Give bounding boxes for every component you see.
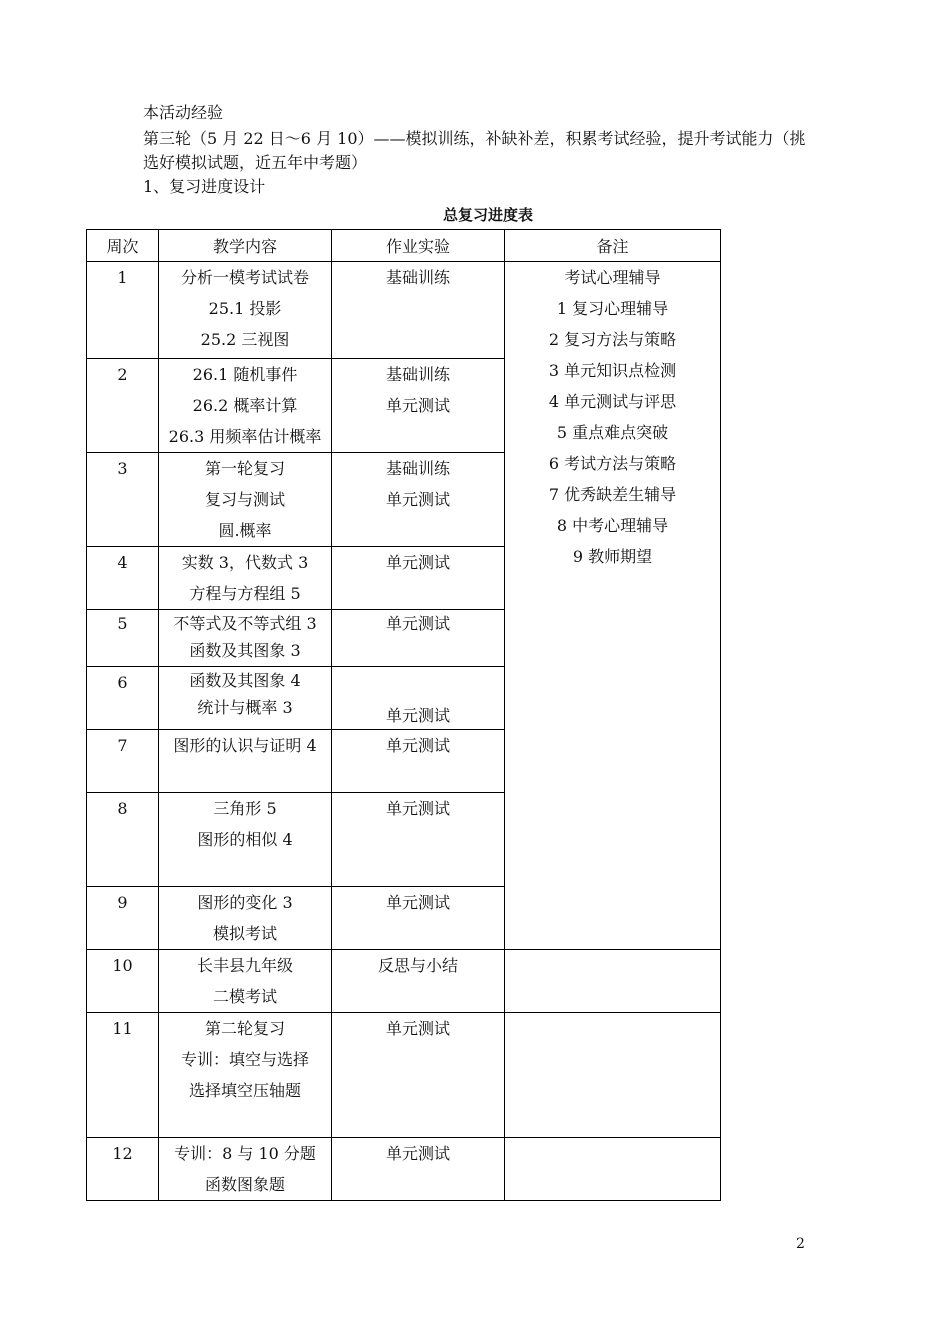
table-row bbox=[87, 1138, 721, 1201]
homework-line: 反思与小结 bbox=[377, 956, 458, 975]
content-line: 复习与测试 bbox=[204, 490, 285, 509]
homework-cell bbox=[332, 730, 505, 793]
note-line: 2 复习方法与策略 bbox=[548, 330, 677, 349]
content-cell bbox=[159, 453, 332, 547]
content-cell bbox=[159, 262, 332, 359]
homework-line: 单元测试 bbox=[385, 490, 450, 509]
header-notes: 备注 bbox=[505, 230, 721, 262]
content-line: 图形的相似 4 bbox=[197, 830, 293, 849]
content-line: 分析一模考试试卷 bbox=[180, 268, 309, 287]
content-line: 二模考试 bbox=[212, 987, 277, 1006]
homework-line: 基础训练 bbox=[385, 459, 450, 478]
week-number: 7 bbox=[117, 736, 128, 755]
week-cell bbox=[87, 1013, 159, 1138]
header-homework: 作业实验 bbox=[332, 230, 505, 262]
content-line: 选择填空压轴题 bbox=[188, 1081, 301, 1100]
notes-cell-empty bbox=[505, 950, 721, 1013]
header-week: 周次 bbox=[87, 230, 159, 262]
content-line: 第一轮复习 bbox=[204, 459, 285, 478]
content-line: 圆.概率 bbox=[218, 521, 272, 540]
content-cell bbox=[159, 1013, 332, 1138]
content-line: 三角形 5 bbox=[213, 799, 277, 818]
content-line: 长丰县九年级 bbox=[196, 956, 293, 975]
homework-cell bbox=[332, 667, 505, 730]
note-line: 3 单元知识点检测 bbox=[548, 361, 677, 380]
content-line: 26.2 概率计算 bbox=[192, 396, 298, 415]
content-line: 图形的认识与证明 4 bbox=[173, 736, 317, 755]
week-cell bbox=[87, 1138, 159, 1201]
week-number: 9 bbox=[117, 893, 128, 912]
notes-cell bbox=[505, 262, 721, 950]
content-line: 25.1 投影 bbox=[208, 299, 282, 318]
content-cell bbox=[159, 1138, 332, 1201]
content-cell bbox=[159, 667, 332, 730]
homework-line: 单元测试 bbox=[385, 799, 450, 818]
week-cell bbox=[87, 950, 159, 1013]
content-cell bbox=[159, 950, 332, 1013]
header-content: 教学内容 bbox=[159, 230, 332, 262]
homework-line: 单元测试 bbox=[385, 736, 450, 755]
table-row bbox=[87, 1013, 721, 1138]
note-line: 考试心理辅导 bbox=[564, 268, 661, 287]
content-line: 模拟考试 bbox=[212, 924, 277, 943]
homework-cell bbox=[332, 793, 505, 887]
homework-line: 单元测试 bbox=[385, 553, 450, 572]
table-title: 总复习进度表 bbox=[442, 206, 533, 224]
week-number: 4 bbox=[117, 553, 128, 572]
content-cell bbox=[159, 610, 332, 667]
content-cell bbox=[159, 730, 332, 793]
content-cell bbox=[159, 887, 332, 950]
week-cell bbox=[87, 547, 159, 610]
note-line: 1 复习心理辅导 bbox=[556, 299, 669, 318]
homework-cell bbox=[332, 610, 505, 667]
note-line: 4 单元测试与评思 bbox=[548, 392, 677, 411]
content-cell bbox=[159, 793, 332, 887]
week-number: 8 bbox=[117, 799, 128, 818]
content-line: 25.2 三视图 bbox=[200, 330, 290, 349]
homework-line: 单元测试 bbox=[385, 396, 450, 415]
table-row bbox=[87, 262, 721, 359]
homework-cell bbox=[332, 547, 505, 610]
notes-cell-empty bbox=[505, 1013, 721, 1138]
content-line: 26.1 随机事件 bbox=[192, 365, 298, 384]
note-line: 5 重点难点突破 bbox=[556, 423, 669, 442]
week-number: 12 bbox=[112, 1144, 133, 1163]
content-line: 实数 3，代数式 3 bbox=[181, 553, 309, 572]
week-cell bbox=[87, 359, 159, 453]
week-cell bbox=[87, 793, 159, 887]
content-line: 专训：填空与选择 bbox=[180, 1050, 309, 1069]
homework-cell bbox=[332, 887, 505, 950]
week-number: 5 bbox=[117, 614, 128, 633]
week-cell bbox=[87, 730, 159, 793]
content-line: 统计与概率 3 bbox=[197, 698, 293, 717]
week-number: 10 bbox=[112, 956, 133, 975]
homework-line: 基础训练 bbox=[385, 365, 450, 384]
notes-cell-empty bbox=[505, 1138, 721, 1201]
homework-cell bbox=[332, 1013, 505, 1138]
note-line: 8 中考心理辅导 bbox=[556, 516, 669, 535]
content-line: 专训：8 与 10 分题 bbox=[174, 1144, 316, 1163]
content-cell bbox=[159, 359, 332, 453]
intro-line-1: 本活动经验 bbox=[143, 103, 224, 122]
content-line: 不等式及不等式组 3 bbox=[173, 614, 317, 633]
page-number: 2 bbox=[796, 1236, 805, 1252]
homework-line: 单元测试 bbox=[385, 1144, 450, 1163]
content-line: 26.3 用频率估计概率 bbox=[168, 427, 322, 446]
review-schedule-table bbox=[86, 229, 721, 1201]
note-line: 6 考试方法与策略 bbox=[548, 454, 677, 473]
homework-cell bbox=[332, 359, 505, 453]
table-header-row bbox=[87, 230, 721, 262]
content-line: 方程与方程组 5 bbox=[189, 584, 301, 603]
content-line: 函数及其图象 4 bbox=[189, 671, 301, 690]
content-line: 第二轮复习 bbox=[204, 1019, 285, 1038]
week-number: 1 bbox=[117, 268, 128, 287]
week-cell bbox=[87, 610, 159, 667]
table-row bbox=[87, 950, 721, 1013]
week-cell bbox=[87, 262, 159, 359]
week-number: 11 bbox=[112, 1019, 133, 1038]
week-number: 6 bbox=[117, 673, 128, 692]
note-line: 9 教师期望 bbox=[572, 547, 653, 566]
intro-line-2: 第三轮（5 月 22 日～6 月 10）——模拟训练，补缺补差，积累考试经验，提升考试能力（挑选好模拟试题，近五年中考题） bbox=[143, 129, 806, 172]
homework-line: 单元测试 bbox=[385, 893, 450, 912]
week-number: 2 bbox=[117, 365, 128, 384]
homework-cell bbox=[332, 262, 505, 359]
content-line: 图形的变化 3 bbox=[197, 893, 293, 912]
week-number: 3 bbox=[117, 459, 128, 478]
homework-cell bbox=[332, 1138, 505, 1201]
section-heading: 1、复习进度设计 bbox=[143, 177, 266, 196]
note-line: 7 优秀缺差生辅导 bbox=[548, 485, 677, 504]
homework-line: 单元测试 bbox=[385, 706, 450, 725]
week-cell bbox=[87, 453, 159, 547]
content-cell bbox=[159, 547, 332, 610]
content-line: 函数及其图象 3 bbox=[189, 641, 301, 660]
content-line: 函数图象题 bbox=[204, 1175, 285, 1194]
homework-cell bbox=[332, 453, 505, 547]
week-cell bbox=[87, 667, 159, 730]
homework-line: 单元测试 bbox=[385, 1019, 450, 1038]
week-cell bbox=[87, 887, 159, 950]
homework-cell bbox=[332, 950, 505, 1013]
homework-line: 基础训练 bbox=[385, 268, 450, 287]
homework-line: 单元测试 bbox=[385, 614, 450, 633]
